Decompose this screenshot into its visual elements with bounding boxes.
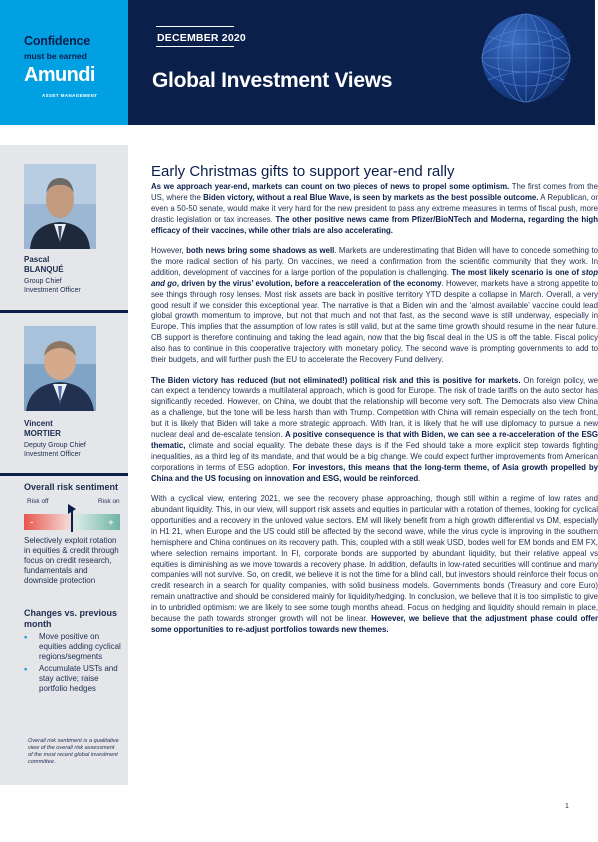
risk-sentiment-title: Overall risk sentiment	[24, 482, 119, 492]
author-role: Investment Officer	[24, 451, 81, 458]
brand-block	[0, 0, 128, 125]
author-role: Deputy Group Chief	[24, 442, 86, 449]
gauge-plus-label: +	[108, 518, 114, 529]
bullet-icon: ▪	[24, 664, 28, 674]
emphasis-text: The most likely scenario is one of	[451, 267, 582, 277]
list-item	[24, 664, 124, 694]
body-text: . Markets are underestimating that Biden will have to concede something to the more radical section of his party. On vaccines, we need a confirmation from the scientific community that they work. In addition, development of vaccines for a large portion of the population is challenging.	[151, 246, 598, 277]
brand-tagline: Confidence	[24, 34, 91, 48]
list-item-text: Move positive on equities adding cyclical regions/segments	[39, 632, 121, 661]
risk-sentiment-gauge	[24, 502, 120, 532]
author-first-name: Vincent	[24, 419, 53, 428]
author-last-name: MORTIER	[24, 429, 61, 438]
author-role: Group Chief	[24, 278, 62, 285]
changes-list	[24, 632, 124, 694]
emphasis-text: The other positive news came from Pfizer/BioNTech and Moderna, regarding the high efficacy of their vaccines, while other trials are also accelerating.	[151, 214, 598, 235]
header-band	[128, 0, 595, 125]
article-paragraph	[151, 494, 598, 636]
author-role: Investment Officer	[24, 287, 81, 294]
body-text: .	[418, 473, 421, 483]
date-rule-bottom	[156, 46, 234, 47]
article-paragraph	[151, 376, 598, 485]
sidebar-divider	[0, 473, 128, 476]
body-text: . However, markets have a strong appetite to see things through rosy lenses. Most risk assets are back in positive territory YTD despite a collapse in March. Overall, a very good result if we consider this exceptional year. The narrative is that a Biden win and the ‘almost available’ vaccine could lead global growth momentum to improve, but not that much and not that fast, as the second wave is still underway, especially in Europe. This implies that the assumption of low rates is still valid, but at the same time growth should resume in the near future. CB support is therefore continuing and taking the lead again, now that the big fiscal deal in the US is off the table. Fiscal policy also has to continue in this cooperative trajectory with monetary policy. The second wave is prompting governments to add to their budgets, and will further push the EU to accelerate the Recovery Fund delivery.	[151, 278, 598, 365]
emphasis-text: both news bring some shadows as well	[186, 246, 335, 256]
bullet-icon: ▪	[24, 632, 28, 642]
sidebar-divider	[0, 310, 128, 313]
risk-on-label: Risk on	[98, 498, 120, 505]
body-text: With a cyclical view, entering 2021, we see the recovery phase approaching, though still within a regime of low rates and abundant liquidity. This, in our view, will support risk assets and equities in particular with a rotation of themes, looking for cyclical opportunities and a recovery in the unloved value sectors. EM will likely benefit from a high growth differential vs DM, especially in H1 21, when Europe and the US could still be affected by the second wave, while the virus cycle is improving in the southern hemisphere and China continues on its recovery path. This, coupled with a still weak USD, bodes well for EM bonds and EM FX, where selection remains important. In FI, corporate bonds are supported by abundant liquidity, but their relative appeal vs equities is diminishing as we move towards a recovery phase. In addition, defaults in low-rated securities will continue and many companies will not survive. So, on credit, we believe it is not the time for a blind call, but investors should reinforce their focus on credit research in a search for quality companies, with solid business models. Governments bonds (Treasury and core Euro) remain unattractive and should be considered mainly for liquidity/hedging. In conclusion, we believe that it is too simplistic to give in to unbridled optimism: we are likely to see some tough months ahead. Focus on hedging and liquidity should remain in place, because the path towards stronger growth will not be linear.	[151, 494, 598, 624]
article-headline: Early Christmas gifts to support year-end rally	[151, 163, 455, 180]
author-last-name: BLANQUÉ	[24, 265, 64, 274]
sidebar-footnote: Overall risk sentiment is a qualitative view of the overall risk assessment of the most recent global investment committee.	[28, 738, 119, 765]
list-item	[24, 632, 124, 662]
author-first-name: Pascal	[24, 255, 50, 264]
emphasis-text: A positive consequence is that with Biden, we can see a re-acceleration of the ESG thematic,	[151, 430, 598, 450]
date-rule-top	[156, 26, 234, 27]
body-text: However,	[151, 246, 187, 256]
body-text: A Republican, or even a 50-50 senate, would make it very hard for the new president to pass any extreme measures in terms of fiscal push, more drastic legislation or tax increases.	[151, 192, 598, 224]
globe-icon	[470, 12, 582, 104]
article-paragraph	[151, 246, 598, 366]
body-text: On foreign policy, we can expect a tendency towards a multilateral approach, which is good for Europe. The risk of trade tariffs on the auto sector has significantly receded. However, on China, we doubt that the relationship will become very soft. The Democrats also view China as a challenge, but the tone will be less harsh than with Trump. Competition with China will remain especially on the tech front, but it is likely that Biden will take a more strategic approach. With Iran, it is likely that he will use diplomacy to pursue a new nuclear deal and de-escalate tension.	[151, 375, 598, 440]
author-photo-blanque	[24, 164, 96, 249]
article	[151, 162, 598, 645]
emphasis-text: However, we believe that the adjustment phase could offer some opportunities to re-adjust portfolios towards new themes.	[151, 614, 598, 634]
gauge-minus-label: -	[30, 517, 34, 529]
changes-title: Changes vs. previous month	[24, 608, 118, 629]
risk-sentiment-description: Selectively exploit rotation in equities & credit through focus on credit research, fundamentals and downside protection	[24, 536, 119, 585]
amundi-logo: Amundi	[24, 64, 95, 86]
emphasis-text: The Biden victory has reduced (but not eliminated!) political risk and this is positive for markets.	[151, 375, 521, 385]
emphasis-text: Biden victory, without a real Blue Wave, is seen by markets as the best possible outcome.	[203, 192, 539, 202]
emphasis-text: For investors, this means that the long-term theme, of Asia growth propelled by China and the US focusing on innovation and ESG, would be reinforced	[151, 462, 598, 483]
list-item-text: Accumulate USTs and stay active; raise portfolio hedges	[39, 664, 118, 693]
report-title: Global Investment Views	[152, 69, 393, 92]
article-paragraph	[151, 182, 598, 237]
risk-off-label: Risk off	[27, 498, 49, 505]
amundi-logo-sub: ASSET MANAGEMENT	[42, 93, 98, 98]
author-photo-mortier	[24, 326, 96, 411]
page-number: 1	[565, 803, 569, 810]
body-text: climate and social equality. The debate these days is if the Fed should take a more explicit step towards fighting inequalities, as a third leg of its mandate, and that would be a big change. We could expect further improvements from American corporations in terms of ESG adoption.	[151, 440, 598, 472]
brand-tagline-sub: must be earned	[24, 51, 87, 61]
body-text: The first comes from the US, where the	[151, 182, 598, 202]
emphasis-text: , driven by the virus’ evolution, before a reacceleration of the economy	[176, 278, 442, 288]
report-date: DECEMBER 2020	[157, 32, 246, 44]
emphasis-text: stop and go	[151, 267, 598, 288]
emphasis-text: As we approach year-end, markets can count on two pieces of news to propel some optimism.	[151, 182, 510, 191]
